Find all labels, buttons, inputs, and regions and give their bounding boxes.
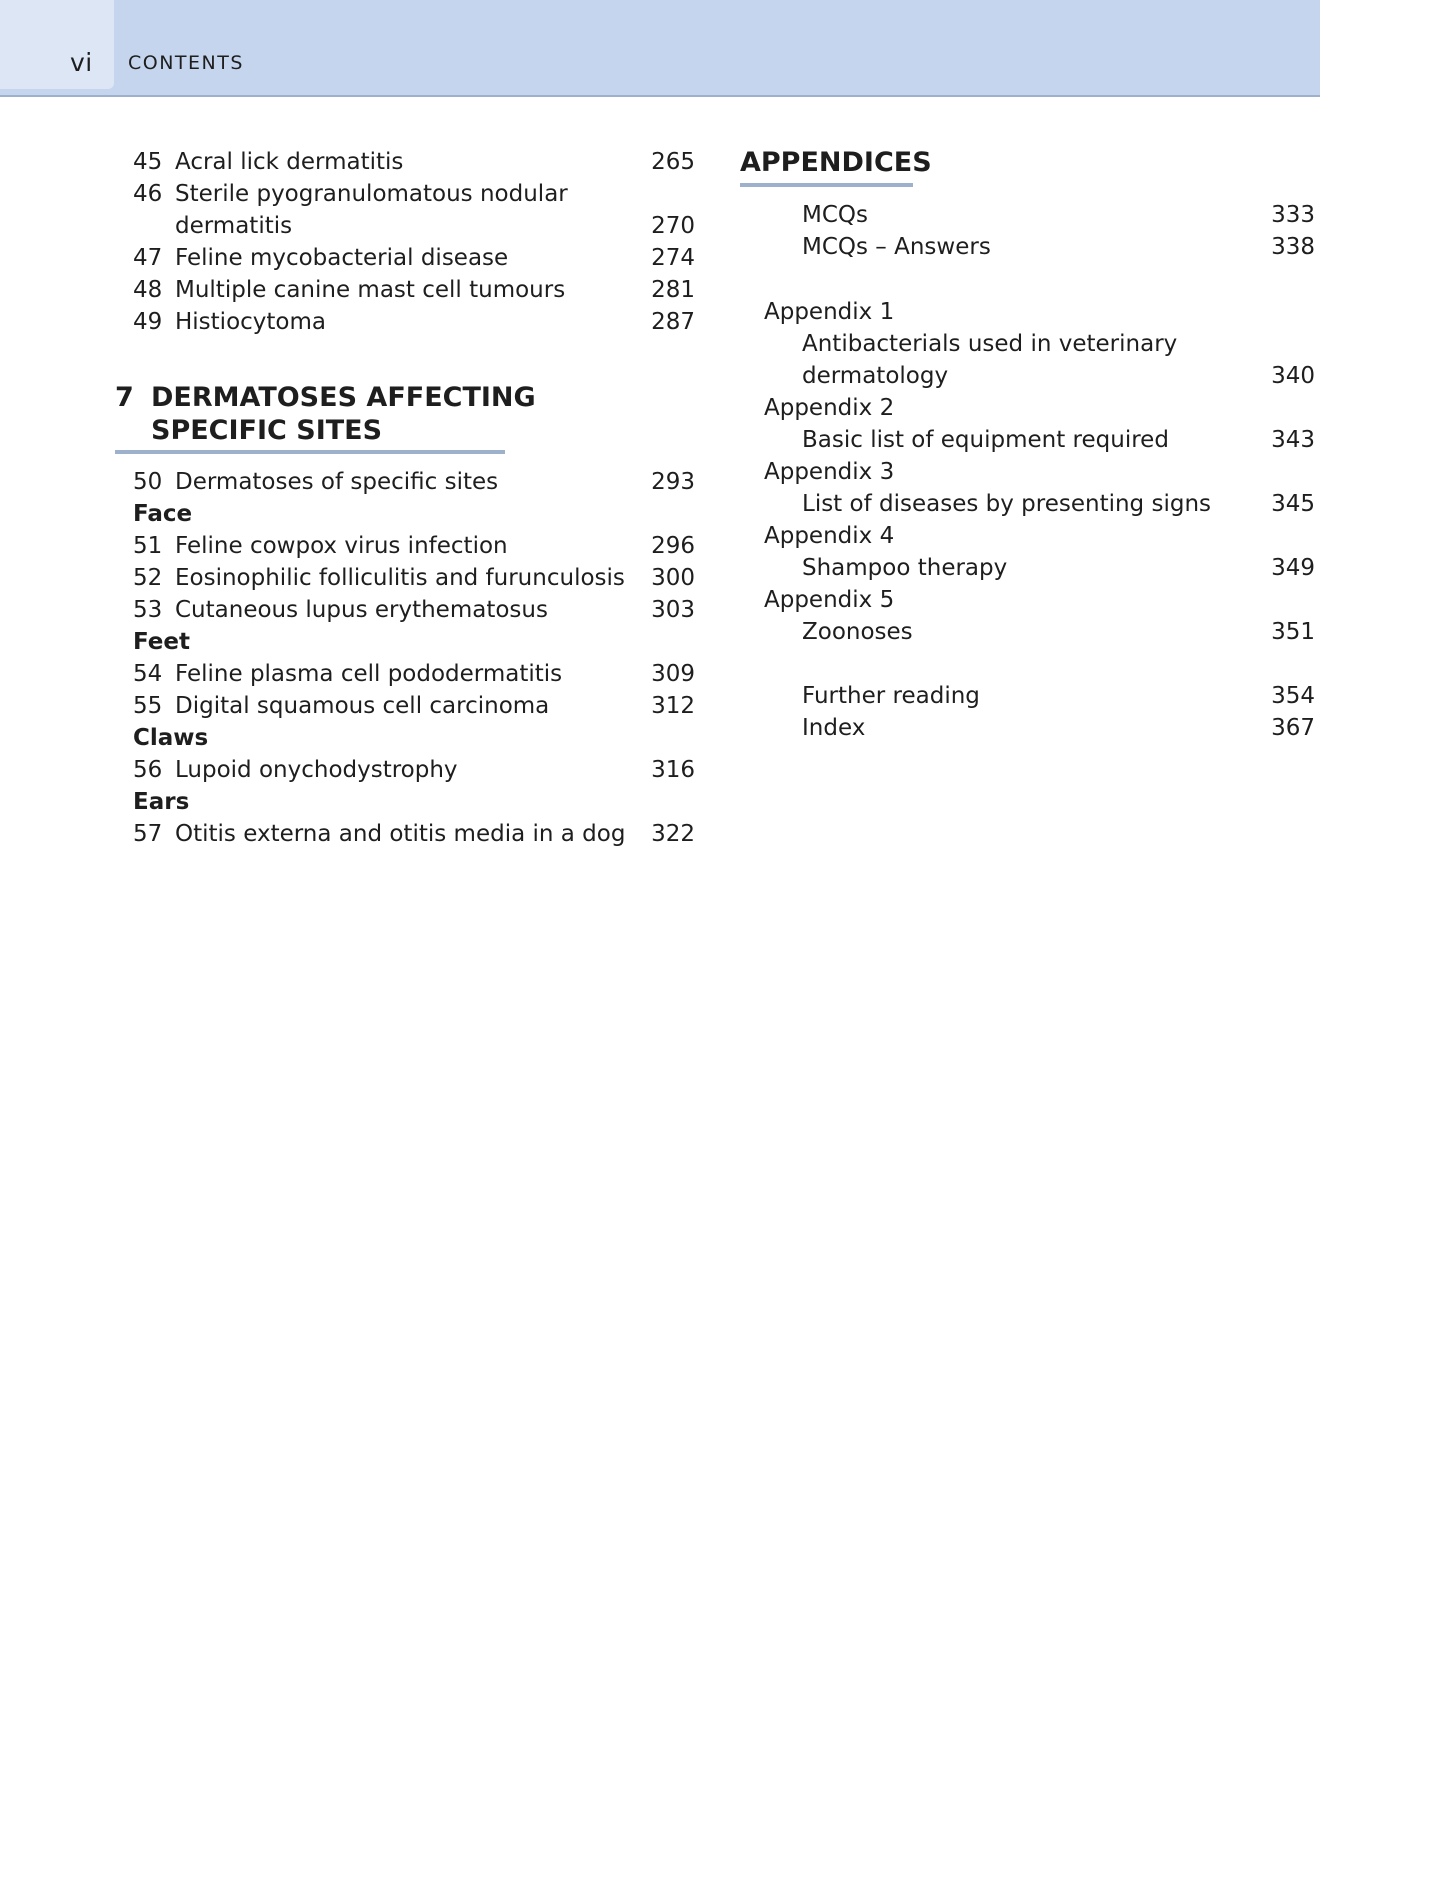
entry-number: 50 xyxy=(133,469,163,495)
entry-title: Antibacterials used in veterinary xyxy=(802,331,1178,357)
entry-title: Shampoo therapy xyxy=(802,555,1008,581)
entry-number: 48 xyxy=(133,277,163,303)
appendix-label: Appendix 3 xyxy=(764,459,895,485)
entry-title: Lupoid onychodystrophy xyxy=(175,757,458,783)
entry-page: 354 xyxy=(1271,683,1315,709)
subhead-feet: Feet xyxy=(133,629,190,655)
toc-entry[interactable] xyxy=(115,466,695,498)
entry-page: 367 xyxy=(1271,715,1315,741)
entry-number: 45 xyxy=(133,149,163,175)
entry-title: Further reading xyxy=(802,683,980,709)
toc-entry[interactable] xyxy=(115,146,695,178)
entry-number: 52 xyxy=(133,565,163,591)
entry-number: 51 xyxy=(133,533,163,559)
entry-title: Cutaneous lupus erythematosus xyxy=(175,597,548,623)
entry-title: MCQs – Answers xyxy=(802,234,991,260)
entry-title: Index xyxy=(802,715,866,741)
entry-title: Acral lick dermatitis xyxy=(175,149,404,175)
entry-page: 287 xyxy=(651,309,695,335)
entry-title: MCQs xyxy=(802,202,868,228)
entry-page: 270 xyxy=(651,213,695,239)
subhead-ears: Ears xyxy=(133,789,190,815)
entry-number: 47 xyxy=(133,245,163,271)
appendix-label: Appendix 5 xyxy=(764,587,895,613)
toc-entry[interactable] xyxy=(740,424,1315,456)
entry-page: 300 xyxy=(651,565,695,591)
header-band xyxy=(0,0,1320,97)
entry-title: Multiple canine mast cell tumours xyxy=(175,277,566,303)
entry-page: 333 xyxy=(1271,202,1315,228)
toc-entry[interactable] xyxy=(115,594,695,626)
entry-page: 312 xyxy=(651,693,695,719)
toc-subhead xyxy=(115,786,695,818)
toc-entry[interactable] xyxy=(115,242,695,274)
entry-page: 343 xyxy=(1271,427,1315,453)
chapter-title-line1: DERMATOSES AFFECTING xyxy=(151,382,536,413)
toc-entry-continuation[interactable] xyxy=(115,210,695,242)
entry-page: 338 xyxy=(1271,234,1315,260)
entry-page: 274 xyxy=(651,245,695,271)
entry-number: 46 xyxy=(133,181,163,207)
toc-entry[interactable] xyxy=(740,231,1315,263)
entry-title: Zoonoses xyxy=(802,619,913,645)
entry-page: 349 xyxy=(1271,555,1315,581)
page-number: vi xyxy=(70,48,93,77)
toc-entry[interactable] xyxy=(740,328,1315,360)
entry-page: 293 xyxy=(651,469,695,495)
entry-page: 345 xyxy=(1271,491,1315,517)
running-head: CONTENTS xyxy=(128,52,244,74)
toc-entry[interactable] xyxy=(740,584,1315,616)
entry-page: 281 xyxy=(651,277,695,303)
entry-title: Dermatoses of specific sites xyxy=(175,469,499,495)
entry-number: 57 xyxy=(133,821,163,847)
entry-number: 49 xyxy=(133,309,163,335)
entry-number: 55 xyxy=(133,693,163,719)
entry-number: 54 xyxy=(133,661,163,687)
toc-entry[interactable] xyxy=(115,530,695,562)
appendices-heading[interactable] xyxy=(740,146,932,180)
toc-entry[interactable] xyxy=(740,680,1315,712)
entry-title: Digital squamous cell carcinoma xyxy=(175,693,550,719)
entry-title: Otitis externa and otitis media in a dog xyxy=(175,821,626,847)
entry-title: Basic list of equipment required xyxy=(802,427,1169,453)
appendices-underline xyxy=(740,183,913,187)
entry-number: 53 xyxy=(133,597,163,623)
toc-entry[interactable] xyxy=(740,296,1315,328)
entry-page: 316 xyxy=(651,757,695,783)
entry-title: Feline plasma cell pododermatitis xyxy=(175,661,563,687)
entry-page: 351 xyxy=(1271,619,1315,645)
entry-title: Feline cowpox virus infection xyxy=(175,533,508,559)
page-number-tab xyxy=(0,0,114,89)
entry-page: 309 xyxy=(651,661,695,687)
entry-title: Histiocytoma xyxy=(175,309,326,335)
toc-entry[interactable] xyxy=(115,690,695,722)
entry-title: Sterile pyogranulomatous nodular xyxy=(175,181,568,207)
toc-entry[interactable] xyxy=(740,199,1315,231)
toc-entry[interactable] xyxy=(740,616,1315,648)
toc-entry[interactable] xyxy=(740,456,1315,488)
toc-entry[interactable] xyxy=(115,818,695,850)
toc-entry[interactable] xyxy=(115,754,695,786)
toc-entry[interactable] xyxy=(740,488,1315,520)
appendix-label: Appendix 2 xyxy=(764,395,895,421)
appendix-label: Appendix 4 xyxy=(764,523,895,549)
toc-entry[interactable] xyxy=(115,562,695,594)
toc-entry-continuation[interactable] xyxy=(740,360,1315,392)
entry-number: 56 xyxy=(133,757,163,783)
entry-title: dermatitis xyxy=(175,213,293,239)
entry-title: Eosinophilic folliculitis and furunculosis xyxy=(175,565,625,591)
toc-entry[interactable] xyxy=(740,552,1315,584)
subhead-claws: Claws xyxy=(133,725,209,751)
toc-subhead xyxy=(115,722,695,754)
entry-page: 303 xyxy=(651,597,695,623)
toc-entry[interactable] xyxy=(115,658,695,690)
entry-page: 322 xyxy=(651,821,695,847)
entry-page: 296 xyxy=(651,533,695,559)
toc-entry[interactable] xyxy=(115,178,695,210)
toc-entry[interactable] xyxy=(740,520,1315,552)
toc-entry[interactable] xyxy=(115,306,695,338)
entry-title: dermatology xyxy=(802,363,949,389)
chapter-title-line2: SPECIFIC SITES xyxy=(151,415,383,446)
toc-entry[interactable] xyxy=(740,392,1315,424)
entry-page: 340 xyxy=(1271,363,1315,389)
entry-page: 265 xyxy=(651,149,695,175)
chapter-underline xyxy=(115,450,505,454)
toc-entry[interactable] xyxy=(740,712,1315,744)
toc-entry[interactable] xyxy=(115,274,695,306)
appendix-label: Appendix 1 xyxy=(764,299,895,325)
subhead-face: Face xyxy=(133,501,193,527)
chapter-number: 7 xyxy=(115,382,134,413)
toc-subhead xyxy=(115,498,695,530)
toc-subhead xyxy=(115,626,695,658)
entry-title: Feline mycobacterial disease xyxy=(175,245,509,271)
appendices-heading-text: APPENDICES xyxy=(740,147,932,178)
entry-title: List of diseases by presenting signs xyxy=(802,491,1212,517)
